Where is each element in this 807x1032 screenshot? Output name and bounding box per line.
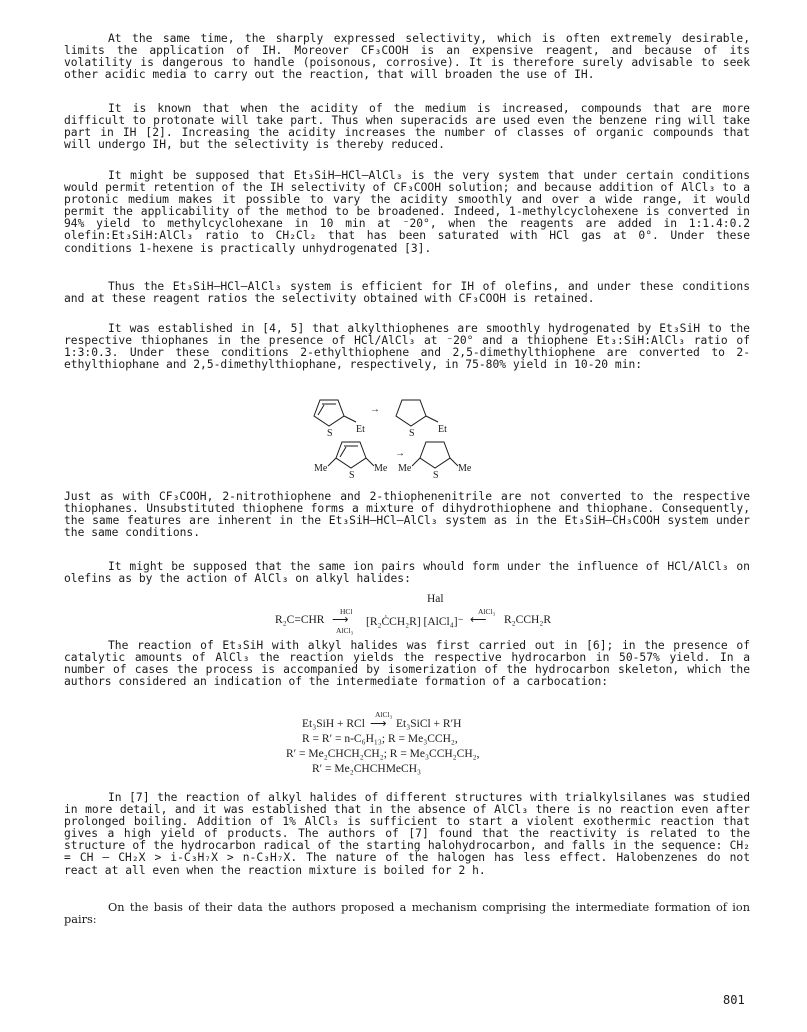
catalyst-label: AlCl₃	[375, 710, 393, 719]
reagent-label: HCl	[340, 607, 353, 616]
paragraph-8: The reaction of Et₃SiH with alkyl halides was first carried out in [6]; in the presence of catalytic amounts of AlCl₃ the reaction yields the respective hydrocarbon in 50-57% yield. In a number of cases the process is accompanied by isomerization of the hydrocarbon skeleton, which the authors considered an indication of the intermediate formation of a carbocation:	[64, 639, 750, 689]
ethyl-bond-2	[426, 416, 438, 422]
paragraph-3: It might be supposed that Et₃SiH–HCl–AlCl₃ is the very system that under certain conditions would permit retention of the IH selectivity of CF₃COOH solution; and because addition of AlCl₃ to a protonic medium makes it possible to vary the acidity smoothly and over a wide range, it would permit the applicability of the method to be broadened. Indeed, 1-methylcyclohexene is converted in 94% yield to methylcyclohexane in 10 min at ⁻20°, when the reagents are added in 1:1.4:0.2 olefin:Et₃SiH:AlCl₃ ratio to CH₂Cl₂ that has been saturated with HCl gas at 0°. Under these conditions 1-hexene is practically unhydrogenated [3].	[64, 169, 750, 255]
substituent-definition: R′ = Me₂CHCHMeCH₃	[312, 763, 422, 775]
paragraph-1: At the same time, the sharply expressed selectivity, which is often extremely desirable, limits the application of IH. Moreover CF₃COOH is an expensive reagent, and because of its volatility is dangerous to handle (poisonous, corrosive). It is therefore surely advisable to seek other acidic media to carry out the reaction, that will broaden the use of IH.	[64, 32, 750, 82]
ethyl-bond-1	[344, 416, 356, 422]
catalyst-label: AlCl₃	[336, 626, 354, 635]
methyl-bond-1	[328, 458, 336, 466]
thiophane-ring-1	[396, 400, 426, 426]
paragraph-7: It might be supposed that the same ion pairs whould form under the influence of HCl/AlCl₃ on olefins as by the action of AlCl₃ on alkyl halides:	[64, 560, 750, 586]
forward-arrow: ⟶	[332, 614, 349, 626]
halide-group: Hal	[427, 593, 444, 605]
paragraph-2: It is known that when the acidity of the medium is increased, compounds that are more difficult to protonate will take part. Thus when superacids are used even the benzene ring will take part in IH [2]. Increasing the acidity increases the number of classes of organic compounds that will undergo IH, but the selectivity is thereby reduced.	[64, 102, 750, 152]
methyl-label: Me	[374, 463, 388, 474]
methyl-label: Me	[398, 463, 412, 474]
reverse-arrow: ⟵	[470, 614, 487, 626]
paragraph-6: Just as with CF₃COOH, 2-nitrothiophene and 2-thiophenenitrile are not converted to the respective thiophanes. Unsubstituted thiophene forms a mixture of dihydrothiophene and thiophane. Consequently, the same features are inherent in the Et₃SiH–HCl–AlCl₃ system as in the Et₃SiH–CH₃COOH system under the same conditions.	[64, 490, 750, 540]
paragraph-9: In [7] the reaction of alkyl halides of different structures with trialkylsilanes was studied in more detail, and it was established that in the absence of AlCl₃ there is no reaction even after prolonged boiling. Addition of 1% AlCl₃ is sufficient to start a violent exothermic reaction that gives a high yield of products. The authors of [7] found that the reactivity is related to the structure of the hydrocarbon radical of the starting halohydrocarbon, and falls in the sequence: CH₂ = CH — CH₂X > i-C₃H₇X > n-C₃H₇X. The nature of the halogen has less effect. Halobenzenes do not react at all even when the reaction mixture is boiled for 2 h.	[64, 791, 750, 877]
products-term: Et₃SiCl + R′H	[396, 718, 462, 730]
olefin-term: R₂C=CHR	[275, 614, 325, 626]
paragraph-5: It was established in [4, 5] that alkylthiophenes are smoothly hydrogenated by Et₃SiH to the respective thiophanes in the presence of HCl/AlCl₃ at ⁻20° and a thiophene Et₃:SiH:AlCl₃ ratio of 1:3:0.3. Under these conditions 2-ethylthiophene and 2,5-dimethylthiophene are converted to 2-ethylthiophane and 2,5-dimethylthiophane, respectively, in 75-80% yield in 10-20 min:	[64, 322, 750, 372]
methyl-bond-4	[450, 458, 458, 466]
methyl-label: Me	[314, 463, 328, 474]
page-number: 801	[723, 993, 745, 1007]
paragraph-10: On the basis of their data the authors proposed a mechanism comprising the intermediate formation of ion pairs:	[64, 901, 750, 927]
catalyst-label: AlCl₃	[478, 607, 496, 616]
substituent-definition: R = R′ = n-C₆H₁₃; R = Me₃CCH₂,	[302, 733, 458, 745]
reaction-arrow: →	[395, 448, 405, 459]
reactants-term: Et₃SiH + RCl	[302, 718, 365, 730]
reaction-arrow: →	[370, 404, 380, 415]
sulfur-label: S	[327, 428, 333, 439]
ion-pair-term: [R₂ĊCH₂R] [AlCl₄]⁻	[366, 616, 464, 628]
sulfur-label: S	[433, 470, 439, 480]
ethyl-label: Et	[438, 424, 447, 435]
methyl-bond-3	[412, 458, 420, 466]
thiophane-ring-2	[420, 442, 450, 468]
forward-arrow: ⟶	[370, 718, 387, 730]
alkyl-halide-term: R₂CCH₂R	[504, 614, 552, 626]
methyl-bond-2	[366, 458, 374, 466]
ethyl-label: Et	[356, 424, 365, 435]
paragraph-4: Thus the Et₃SiH–HCl–AlCl₃ system is efficient for IH of olefins, and under these conditions and at these reagent ratios the selectivity obtained with CF₃COOH is retained.	[64, 280, 750, 306]
methyl-label: Me	[458, 463, 472, 474]
sulfur-label: S	[349, 470, 355, 480]
thiophene-scheme	[300, 396, 500, 480]
sulfur-label: S	[409, 428, 415, 439]
substituent-definition: R′ = Me₂CHCH₂CH₂; R = Me₃CCH₂CH₂,	[286, 748, 480, 760]
